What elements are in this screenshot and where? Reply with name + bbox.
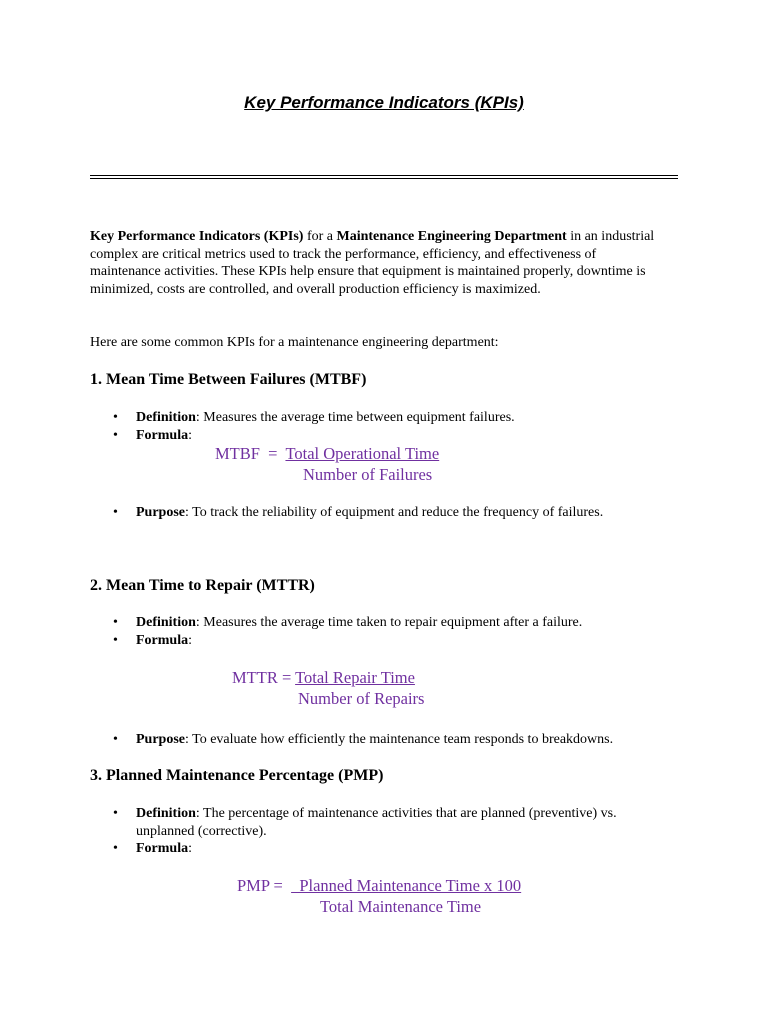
- section-mttr-bullets: [90, 614, 670, 649]
- purpose-label: Purpose: [136, 505, 185, 520]
- formula-colon: :: [188, 841, 192, 856]
- section-heading-pmp: 3. Planned Maintenance Percentage (PMP): [90, 767, 384, 784]
- formula-label: Formula: [136, 427, 189, 443]
- formula-pmp-lhs: PMP =: [237, 876, 292, 895]
- formula-pmp-numerator-line: [237, 876, 521, 896]
- section-mtbf-purpose: [90, 504, 670, 522]
- formula-colon: :: [188, 632, 192, 648]
- definition-label: Definition: [136, 615, 196, 630]
- list-item-formula: [90, 632, 670, 650]
- formula-mttr-numerator-line: [232, 668, 415, 688]
- title-divider-top: [90, 175, 678, 176]
- formula-label: Formula: [136, 841, 189, 856]
- section-pmp-bullets: [90, 805, 670, 858]
- list-item-definition: [90, 614, 670, 632]
- formula-mtbf-numerator-line: [215, 444, 439, 464]
- formula-mtbf-denominator: Number of Failures: [303, 465, 433, 484]
- formula-mttr-numerator: Total Repair Time: [295, 668, 415, 687]
- definition-label: Definition: [136, 410, 196, 425]
- definition-text: : Measures the average time taken to repair equipment after a failure.: [195, 615, 583, 630]
- formula-colon: :: [188, 427, 192, 443]
- definition-text: : Measures the average time between equipment failures.: [195, 410, 515, 425]
- list-item-definition: [90, 409, 670, 427]
- formula-pmp-denominator: Total Maintenance Time: [320, 897, 482, 916]
- section-heading-mttr: 2. Mean Time to Repair (MTTR): [90, 577, 315, 594]
- list-item-purpose: [90, 504, 670, 522]
- purpose-text: : To track the reliability of equipment and reduce the frequency of failures.: [185, 505, 604, 520]
- list-item-formula: [90, 427, 670, 445]
- formula-mtbf-lhs: MTBF =: [215, 444, 286, 463]
- intro-paragraph: [90, 228, 670, 298]
- intro-text-1: for a: [303, 229, 337, 244]
- list-item-definition: [90, 805, 670, 840]
- formula-mtbf-numerator: Total Operational Time: [285, 444, 440, 463]
- section-heading-mtbf: 1. Mean Time Between Failures (MTBF): [90, 371, 367, 388]
- definition-label: Definition: [136, 806, 196, 821]
- definition-text: : The percentage of maintenance activities that are planned (preventive) vs. unplanned (corrective).: [136, 806, 617, 839]
- section-mttr-purpose: [90, 731, 670, 749]
- page-title: Key Performance Indicators (KPIs): [244, 93, 524, 112]
- intro-bold-kpis: Key Performance Indicators (KPIs): [90, 229, 304, 244]
- formula-pmp-numerator: Planned Maintenance Time x 100: [291, 876, 522, 895]
- purpose-text: : To evaluate how efficiently the maintenance team responds to breakdowns.: [185, 732, 614, 747]
- list-item-formula: [90, 840, 670, 858]
- intro-text-2: in an industrial complex are critical metrics used to track the performance, efficiency, and effectiveness of maintenance activities. These KPIs help ensure that equipment is maintained properly, downtime is minimized, costs are controlled, and overall production efficiency is maximized.: [90, 229, 655, 297]
- purpose-label: Purpose: [136, 732, 185, 747]
- title-divider-bottom: [90, 178, 678, 179]
- lead-paragraph: Here are some common KPIs for a maintenance engineering department:: [90, 335, 499, 350]
- formula-label: Formula: [136, 632, 189, 648]
- formula-mttr-denominator: Number of Repairs: [298, 689, 425, 708]
- section-mtbf-bullets: [90, 409, 670, 444]
- list-item-purpose: [90, 731, 670, 749]
- formula-mttr-lhs: MTTR =: [232, 668, 296, 687]
- intro-bold-department: Maintenance Engineering Department: [336, 229, 567, 244]
